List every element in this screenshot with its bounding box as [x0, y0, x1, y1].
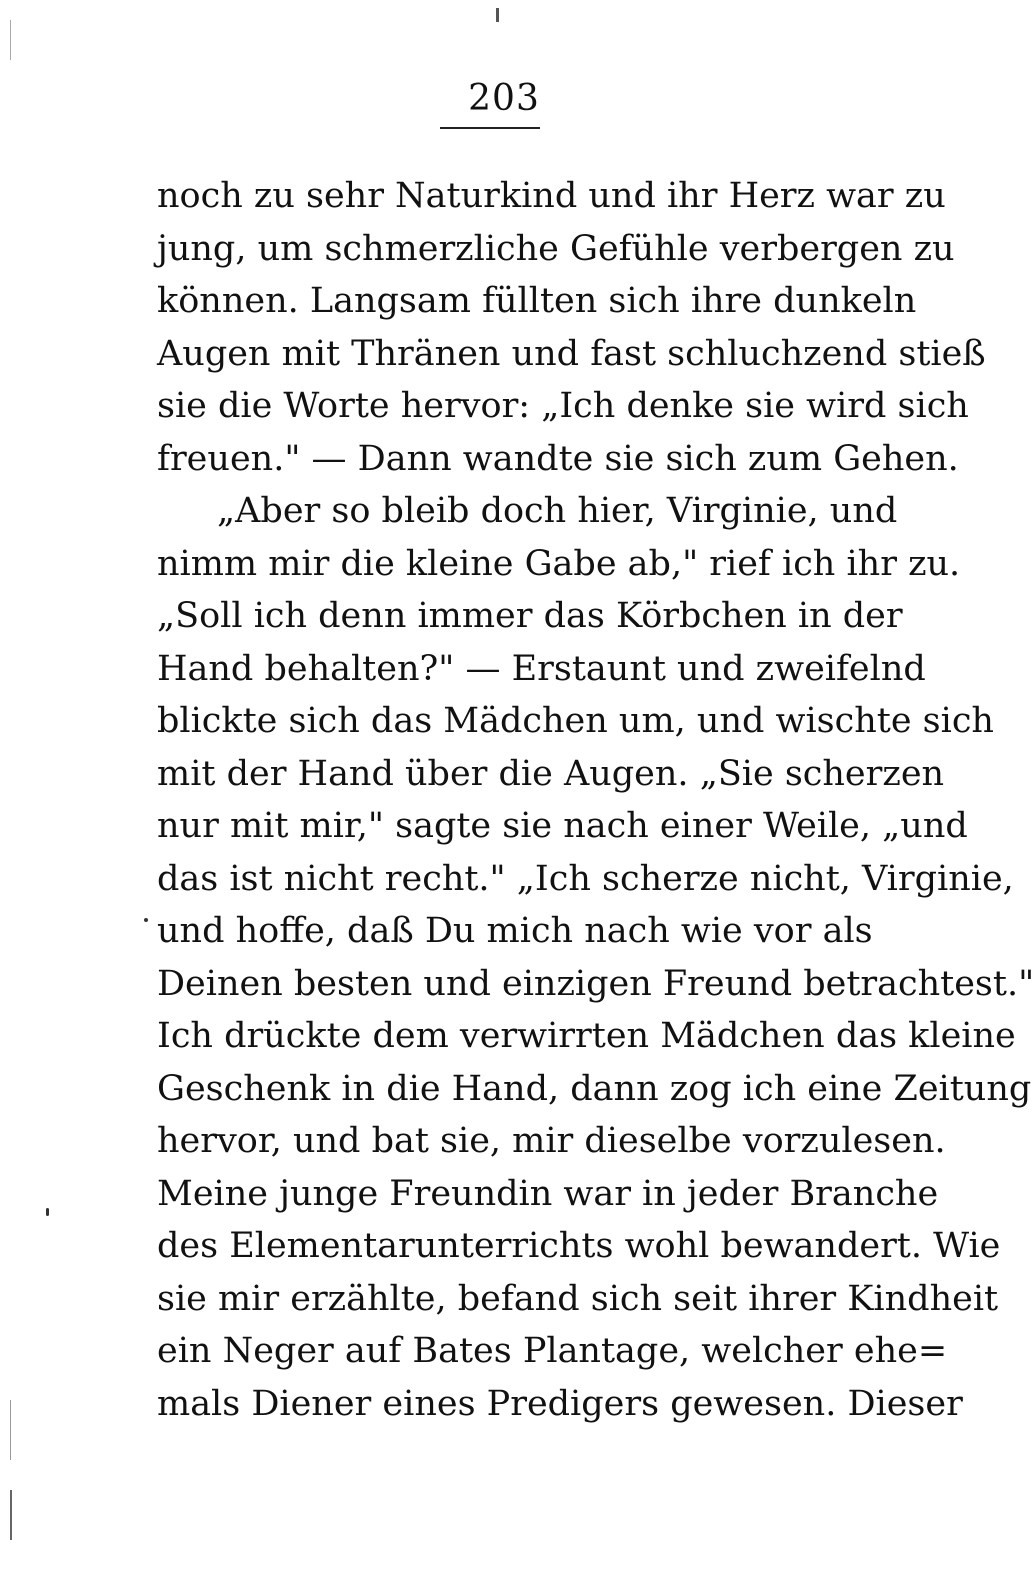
text-line: „Aber so bleib doch hier, Virginie, und	[217, 491, 898, 531]
text-line: des Elementarunterrichts wohl bewandert. Wie	[157, 1226, 1001, 1266]
body-text	[157, 170, 1034, 1430]
text-line: das ist nicht recht." „Ich scherze nicht, Virginie,	[157, 858, 1014, 899]
text-line: Ich drückte dem verwirrten Mädchen das kleine	[157, 1016, 1016, 1056]
text-line: „Soll ich denn immer das Körbchen in der	[157, 596, 903, 636]
text-line: sie die Worte hervor: „Ich denke sie wird sich	[157, 386, 969, 426]
text-line: Augen mit Thränen und fast schluchzend stieß	[157, 333, 986, 374]
text-line: nimm mir die kleine Gabe ab," rief ich ihr zu.	[157, 543, 961, 584]
header-rule	[440, 127, 540, 129]
scan-edge-mark	[496, 8, 499, 22]
text-line: mals Diener eines Predigers gewesen. Dieser	[157, 1383, 963, 1424]
scan-edge-mark	[10, 1400, 11, 1460]
text-line: mit der Hand über die Augen. „Sie scherzen	[157, 753, 945, 794]
text-line: sie mir erzählte, befand sich seit ihrer Kindheit	[157, 1278, 999, 1319]
text-line: nur mit mir," sagte sie nach einer Weile, „und	[157, 806, 968, 846]
text-line: Geschenk in die Hand, dann zog ich eine Zeitung	[157, 1068, 1032, 1109]
page-number: 203	[468, 78, 540, 119]
scan-speck	[144, 918, 148, 922]
text-line: Hand behalten?" — Erstaunt und zweifelnd	[157, 648, 926, 689]
scan-edge-mark	[10, 1490, 12, 1540]
text-line: können. Langsam füllten sich ihre dunkeln	[157, 281, 917, 321]
text-line: noch zu sehr Naturkind und ihr Herz war zu	[157, 176, 946, 216]
text-line: blickte sich das Mädchen um, und wischte sich	[157, 701, 994, 741]
text-line: jung, um schmerzliche Gefühle verbergen zu	[157, 228, 955, 269]
text-line: Meine junge Freundin war in jeder Branche	[157, 1173, 939, 1214]
text-line: Deinen besten und einzigen Freund betrachtest."	[157, 963, 1034, 1004]
scan-speck	[46, 1208, 49, 1216]
scan-edge-mark	[10, 20, 11, 60]
text-line: ein Neger auf Bates Plantage, welcher ehe=	[157, 1331, 948, 1371]
text-line: und hoffe, daß Du mich nach wie vor als	[157, 911, 873, 951]
text-line: hervor, und bat sie, mir dieselbe vorzulesen.	[157, 1121, 946, 1161]
text-line: freuen." — Dann wandte sie sich zum Gehen.	[157, 438, 959, 479]
